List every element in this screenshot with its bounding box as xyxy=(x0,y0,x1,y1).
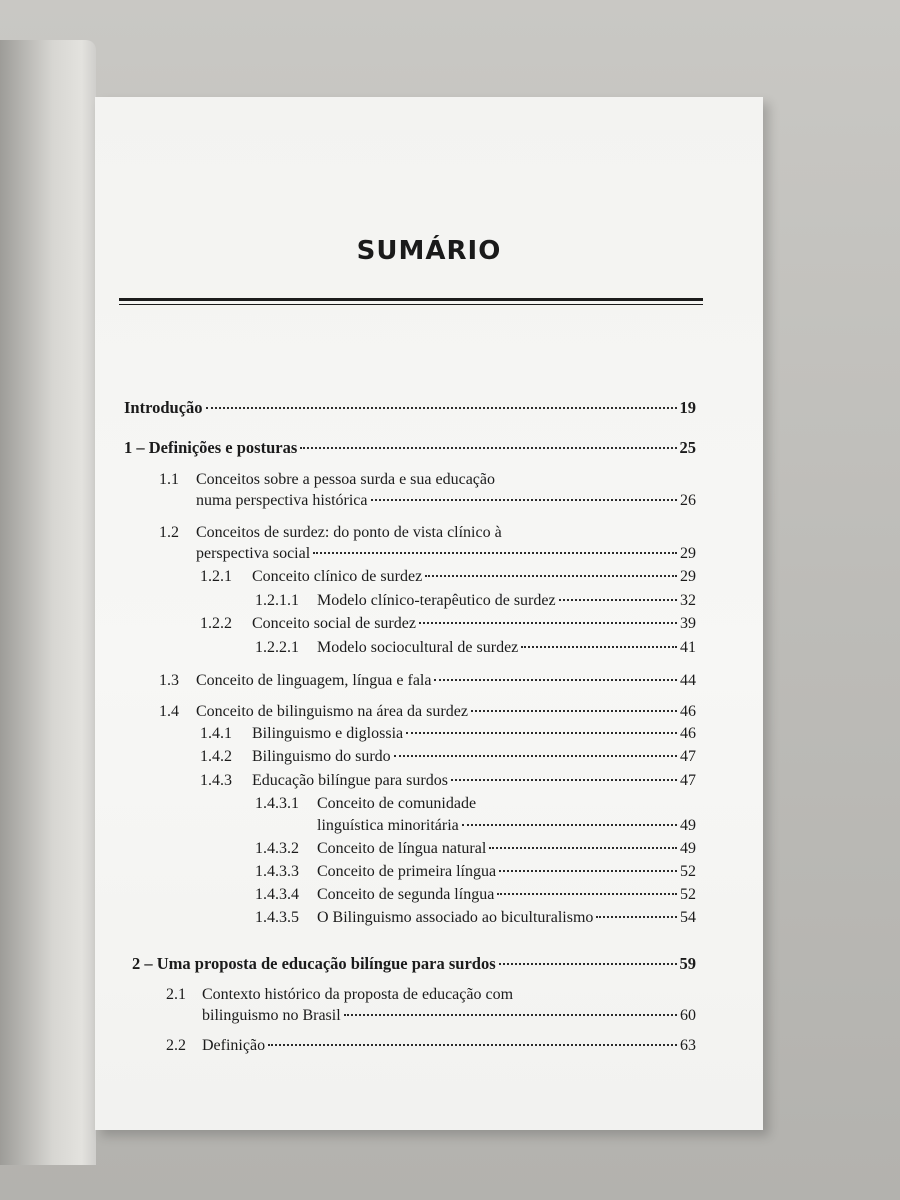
toc-section-number: 1.1 xyxy=(159,471,179,488)
toc-entry-text: linguística minoritária xyxy=(317,817,459,834)
toc-entry-first-line: Conceitos sobre a pessoa surda e sua educação xyxy=(196,471,495,488)
toc-entry-text: Conceito de primeira língua xyxy=(317,863,497,880)
toc-entry-1-4-3-1 xyxy=(317,816,696,836)
toc-page-number: 39 xyxy=(680,615,696,632)
toc-page-number: 49 xyxy=(680,840,696,857)
toc-entry-1-4-3 xyxy=(200,771,696,791)
dot-leader xyxy=(434,679,677,681)
dot-leader xyxy=(371,499,678,501)
toc-entry-text: 2 – Uma proposta de educação bilíngue para surdos xyxy=(132,954,496,973)
toc-entry-1-4-2 xyxy=(200,747,696,767)
toc-entry-1-2-2-1 xyxy=(255,638,696,658)
toc-entry-1-1 xyxy=(196,491,696,511)
toc-page-number: 52 xyxy=(680,863,696,880)
toc-section-number: 1.4.3.5 xyxy=(255,909,299,926)
toc-entry-text: Conceito de língua natural xyxy=(317,840,487,857)
toc-entry-1-4-1 xyxy=(200,724,696,744)
title-rule-thin xyxy=(119,304,703,305)
left-page-edge xyxy=(0,40,96,1165)
toc-entry-1-4 xyxy=(159,702,696,722)
dot-leader xyxy=(268,1044,677,1046)
toc-entry-2-1 xyxy=(202,1006,696,1026)
toc-page-number: 59 xyxy=(679,954,696,973)
toc-entry-text: Conceito clínico de surdez xyxy=(252,568,423,585)
toc-section-number: 1.2.2.1 xyxy=(255,639,299,656)
toc-page-number: 19 xyxy=(679,398,696,417)
dot-leader xyxy=(596,916,677,918)
toc-page-number: 52 xyxy=(680,886,696,903)
dot-leader xyxy=(300,447,676,449)
toc-page-number: 32 xyxy=(680,592,696,609)
toc-entry-text: Educação bilíngue para surdos xyxy=(252,772,448,789)
toc-entry-first-line: Contexto histórico da proposta de educação com xyxy=(202,986,514,1003)
book-page xyxy=(95,97,763,1130)
toc-page-number: 44 xyxy=(680,672,696,689)
dot-leader xyxy=(499,870,677,872)
toc-entry-text: Modelo clínico-terapêutico de surdez xyxy=(317,592,556,609)
toc-entry-text: Conceito de linguagem, língua e fala xyxy=(196,672,432,689)
toc-entry-1-2-1-1 xyxy=(255,591,696,611)
toc-entry-text: Conceito de bilinguismo na área da surdez xyxy=(196,703,468,720)
dot-leader xyxy=(451,779,677,781)
toc-page-number: 60 xyxy=(680,1007,696,1024)
toc-section-number: 1.2.1 xyxy=(200,568,232,585)
toc-entry-text: Modelo sociocultural de surdez xyxy=(317,639,519,656)
toc-page-number: 46 xyxy=(680,725,696,742)
toc-page-number: 25 xyxy=(679,438,696,457)
dot-leader xyxy=(344,1014,677,1016)
toc-section-number: 1.2.2 xyxy=(200,615,232,632)
toc-section-number: 1.4 xyxy=(159,703,179,720)
toc-section-number: 1.4.3 xyxy=(200,772,232,789)
toc-entry-1-2 xyxy=(196,544,696,564)
toc-section-number: 1.4.1 xyxy=(200,725,232,742)
toc-page-number: 29 xyxy=(680,545,696,562)
toc-entry-1-3 xyxy=(159,671,696,691)
toc-entry-text: Conceito de segunda língua xyxy=(317,886,495,903)
toc-section-number: 1.4.2 xyxy=(200,748,232,765)
toc-entry-text: O Bilinguismo associado ao biculturalismo xyxy=(317,909,594,926)
toc-page-number: 54 xyxy=(680,909,696,926)
dot-leader xyxy=(406,732,677,734)
toc-entry-text: Conceito social de surdez xyxy=(252,615,416,632)
toc-section-number: 1.4.3.3 xyxy=(255,863,299,880)
dot-leader xyxy=(559,599,677,601)
toc-page-number: 49 xyxy=(680,817,696,834)
toc-page-number: 47 xyxy=(680,748,696,765)
dot-leader xyxy=(394,755,677,757)
toc-page-number: 47 xyxy=(680,772,696,789)
toc-section-number: 1.2 xyxy=(159,524,179,541)
toc-entry-first-line: Conceito de comunidade xyxy=(317,795,477,812)
toc-entry-text: Introdução xyxy=(124,398,203,417)
toc-entry-2-2 xyxy=(166,1036,696,1056)
dot-leader xyxy=(497,893,677,895)
toc-entry-text: bilinguismo no Brasil xyxy=(202,1007,341,1024)
page-title: SUMÁRIO xyxy=(356,236,502,266)
toc-section-number: 1.2.1.1 xyxy=(255,592,299,609)
toc-page-number: 29 xyxy=(680,568,696,585)
dot-leader xyxy=(521,646,677,648)
dot-leader xyxy=(462,824,677,826)
toc-entry-introducao xyxy=(124,398,696,418)
toc-entry-chapter-1 xyxy=(124,438,696,458)
dot-leader xyxy=(206,407,677,409)
toc-section-number: 1.4.3.2 xyxy=(255,840,299,857)
toc-entry-1-4-3-4 xyxy=(255,885,696,905)
toc-entry-first-line: Conceitos de surdez: do ponto de vista clínico à xyxy=(196,524,502,541)
toc-page-number: 46 xyxy=(680,703,696,720)
toc-entry-chapter-2 xyxy=(132,954,696,974)
toc-section-number: 2.1 xyxy=(166,986,186,1003)
dot-leader xyxy=(425,575,677,577)
toc-section-number: 1.4.3.4 xyxy=(255,886,299,903)
dot-leader xyxy=(499,963,677,965)
toc-entry-1-2-1 xyxy=(200,567,696,587)
toc-entry-text: 1 – Definições e posturas xyxy=(124,438,298,457)
toc-section-number: 1.4.3.1 xyxy=(255,795,299,812)
dot-leader xyxy=(489,847,677,849)
toc-page-number: 26 xyxy=(680,492,696,509)
toc-entry-text: perspectiva social xyxy=(196,545,311,562)
toc-page-number: 41 xyxy=(680,639,696,656)
toc-section-number: 2.2 xyxy=(166,1037,186,1054)
toc-entry-1-2-2 xyxy=(200,614,696,634)
toc-entry-text: Bilinguismo e diglossia xyxy=(252,725,404,742)
dot-leader xyxy=(471,710,677,712)
toc-entry-text: Bilinguismo do surdo xyxy=(252,748,391,765)
dot-leader xyxy=(419,622,677,624)
toc-entry-1-4-3-2 xyxy=(255,839,696,859)
toc-section-number: 1.3 xyxy=(159,672,179,689)
title-rule-thick xyxy=(119,298,703,301)
dot-leader xyxy=(313,552,677,554)
toc-entry-1-4-3-3 xyxy=(255,862,696,882)
toc-entry-1-4-3-5 xyxy=(255,908,696,928)
toc-entry-text: Definição xyxy=(202,1037,266,1054)
toc-entry-text: numa perspectiva histórica xyxy=(196,492,368,509)
toc-page-number: 63 xyxy=(680,1037,696,1054)
